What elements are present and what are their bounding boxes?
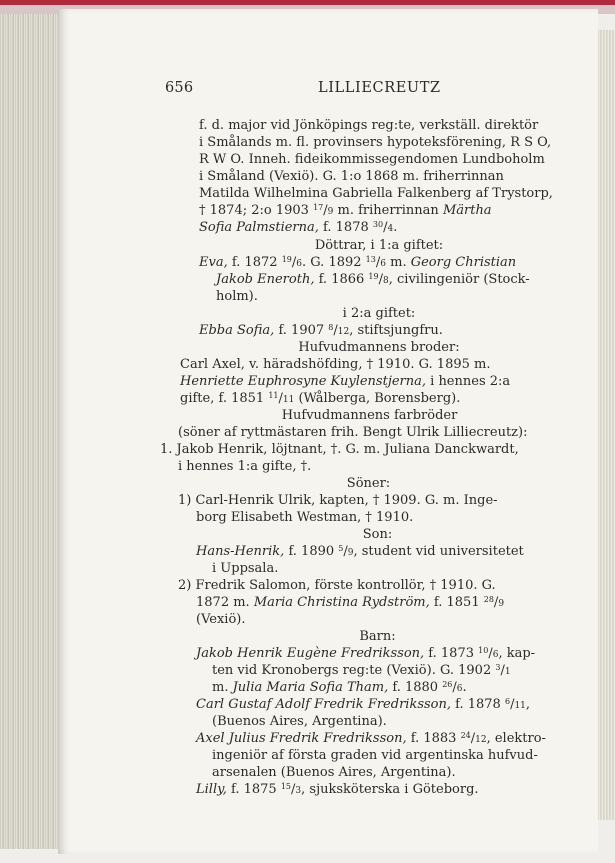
text-run: gifte, f. 1851 [180, 391, 269, 406]
text-run: Ebba Sofia, [199, 323, 275, 338]
text-line [199, 339, 559, 356]
text-run: 9 [327, 207, 334, 217]
text-run: 24 [460, 731, 471, 740]
text-line [178, 492, 559, 509]
text-line [196, 730, 559, 747]
text-run: 9 [347, 548, 354, 558]
text-run: Hans-Henrik, [196, 544, 285, 559]
text-run: f. 1883 [406, 731, 461, 746]
text-line [199, 254, 559, 271]
text-run: i 2:a giftet: [342, 306, 416, 321]
page-number: 656 [165, 80, 194, 96]
text-run: 1) Carl-Henrik Ulrik, kapten, † 1909. G. m. Inge- [178, 493, 498, 508]
text-line [212, 679, 559, 696]
text-run: 11 [268, 391, 279, 400]
text-run: , sjuksköterska i Göteborg. [301, 782, 479, 797]
text-run: 11 [282, 395, 295, 405]
text-line [180, 356, 559, 373]
text-run: (Wålberga, Borensberg). [294, 391, 461, 406]
text-run: † 1874; 2:o 1903 [199, 203, 314, 218]
text-run: 10 [478, 646, 489, 655]
text-line [212, 713, 559, 730]
text-run: 8 [383, 276, 389, 286]
text-run: f. 1878 [318, 220, 373, 235]
text-run: 6 [296, 259, 302, 269]
text-line [196, 594, 559, 611]
text-run: Henriette Euphrosyne Kuylenstjerna, [180, 374, 427, 389]
text-run: 30 [372, 220, 384, 229]
text-run: / [291, 782, 296, 797]
text-run: / [470, 731, 476, 746]
text-run: / [500, 663, 505, 678]
text-run: / [493, 595, 499, 610]
text-run: f. 1880 [388, 680, 443, 695]
text-run: i Småland (Vexiö). G. 1:o 1868 m. friherrinnan [199, 169, 504, 184]
text-run: 12 [475, 735, 487, 745]
text-run: / [510, 697, 515, 712]
text-run: Söner: [346, 476, 391, 491]
text-line [199, 168, 559, 185]
text-run: f. d. major vid Jönköpings reg:te, verkställ. direktör [199, 118, 539, 133]
text-run: (söner af ryttmästaren frih. Bengt Ulrik Lilliecreutz): [178, 425, 528, 440]
text-line [212, 764, 559, 781]
page-stack-right [595, 30, 615, 820]
text-run: f. 1873 [424, 646, 479, 661]
text-run: m. [385, 255, 411, 270]
text-run: , [525, 697, 531, 712]
text-run: Julia Maria Sofia Tham, [232, 680, 389, 695]
text-run: 6 [380, 259, 386, 269]
text-run: Sofia Palmstierna, [199, 220, 319, 235]
text-run: Matilda Wilhelmina Gabriella Falkenberg af Trystorp, [199, 186, 553, 201]
text-run: Barn: [359, 629, 396, 644]
text-line [160, 441, 559, 458]
text-line [199, 185, 559, 202]
text-run: m. [212, 680, 233, 695]
text-run: Hufvudmannens farbröder [281, 408, 458, 423]
text-line [216, 288, 559, 305]
text-line [178, 577, 559, 594]
text-run: / [323, 203, 328, 218]
text-run: borg Elisabeth Westman, † 1910. [196, 510, 414, 525]
text-run: 1. Jakob Henrik, löjtnant, †. G. m. Juliana Danckwardt, [160, 442, 519, 457]
text-line [178, 475, 559, 492]
text-run: i Uppsala. [212, 561, 279, 576]
text-run: 15 [280, 782, 292, 791]
text-run: f. 1851 [429, 595, 484, 610]
text-run: f. 1875 [226, 782, 281, 797]
text-line [199, 134, 559, 151]
text-run: / [333, 323, 338, 338]
text-line [212, 747, 559, 764]
text-run: 6 [492, 650, 499, 660]
text-run: Son: [362, 527, 393, 542]
text-run: i hennes 1:a gifte, †. [178, 459, 312, 474]
text-run: . G. 1892 [302, 255, 366, 270]
text-line [216, 271, 559, 288]
text-run: arsenalen (Buenos Aires, Argentina). [212, 765, 456, 780]
text-line [199, 237, 559, 254]
text-run: 3 [495, 663, 501, 672]
text-run: , elektro- [486, 731, 546, 746]
text-run: 2) Fredrik Salomon, förste kontrollör, † 1910. G. [178, 578, 496, 593]
text-line [212, 662, 559, 679]
text-line [199, 117, 559, 134]
text-run: . [393, 220, 398, 235]
text-run: , student vid universitetet [353, 544, 524, 559]
text-line [196, 611, 559, 628]
text-run: ingeniör af första graden vid argentinska hufvud- [212, 748, 538, 763]
text-run: Georg Christian [410, 255, 517, 270]
text-run: , civilingeniör (Stock- [388, 272, 530, 287]
page-stack-left [0, 14, 62, 849]
text-run: i hennes 2:a [426, 374, 511, 389]
text-run: 4 [387, 224, 394, 234]
text-run: 9 [498, 599, 505, 609]
text-run: 13 [365, 255, 376, 264]
text-line [199, 151, 559, 168]
text-line [196, 526, 559, 543]
running-head: LILLIECREUTZ [318, 80, 441, 96]
text-run: Carl Gustaf Adolf Fredrik Fredriksson, [196, 697, 451, 712]
text-run: 19 [368, 272, 379, 281]
text-line [180, 407, 559, 424]
text-run: f. 1890 [284, 544, 339, 559]
text-run: / [375, 255, 381, 270]
text-run: 19 [281, 255, 292, 264]
text-run: 11 [514, 701, 526, 711]
text-run: 6 [504, 697, 511, 706]
text-run: R W O. Inneh. fideikommissegendomen Lundboholm [199, 152, 545, 167]
text-run: , kap- [498, 646, 536, 661]
text-run: f. 1907 [274, 323, 329, 338]
text-run: / [278, 391, 283, 406]
text-line [196, 509, 559, 526]
text-run: (Buenos Aires, Argentina). [212, 714, 387, 729]
text-line [180, 373, 559, 390]
text-run: Eva, [199, 255, 228, 270]
text-run: f. 1878 [451, 697, 505, 712]
text-line [199, 322, 559, 339]
text-run: Maria Christina Rydström, [253, 595, 430, 610]
text-run: holm). [216, 289, 258, 304]
text-run: Lilly, [196, 782, 227, 797]
text-run: 17 [313, 203, 324, 212]
text-line [180, 390, 559, 407]
text-run: / [488, 646, 493, 661]
text-line [196, 781, 559, 798]
text-run: ten vid Kronobergs reg:te (Vexiö). G. 1902 [212, 663, 496, 678]
text-run: 12 [337, 327, 350, 337]
text-run: 1872 m. [196, 595, 254, 610]
text-run: 26 [442, 680, 453, 689]
text-run: Hufvudmannens broder: [298, 340, 460, 355]
text-line [199, 305, 559, 322]
text-run: Carl Axel, v. häradshöfding, † 1910. G. 1895 m. [180, 357, 491, 372]
text-run: 1 [504, 667, 511, 677]
text-run: / [452, 680, 457, 695]
text-line [199, 202, 559, 219]
text-run: / [378, 272, 383, 287]
text-run: 28 [483, 595, 494, 604]
text-run: f. 1872 [227, 255, 282, 270]
text-line [212, 560, 559, 577]
text-line [196, 696, 559, 713]
text-run: f. 1866 [314, 272, 369, 287]
text-run: / [343, 544, 348, 559]
text-run: 8 [328, 323, 334, 332]
text-line [196, 543, 559, 560]
text-line [196, 628, 559, 645]
text-run: / [291, 255, 297, 270]
text-run: 3 [295, 786, 302, 796]
text-line [178, 458, 559, 475]
text-run: Märtha [442, 203, 492, 218]
text-run: / [383, 220, 388, 235]
text-run: Jakob Eneroth, [216, 272, 315, 287]
text-run: . [462, 680, 467, 695]
text-run: (Vexiö). [196, 612, 246, 627]
text-run: 5 [338, 544, 344, 553]
text-line [199, 219, 559, 236]
text-run: 6 [456, 684, 463, 694]
text-run: m. friherrinnan [333, 203, 443, 218]
text-run: Döttrar, i 1:a giftet: [314, 238, 444, 253]
text-run: , stiftsjungfru. [349, 323, 443, 338]
text-line [196, 645, 559, 662]
text-run: Jakob Henrik Eugène Fredriksson, [196, 646, 425, 661]
text-run: Axel Julius Fredrik Fredriksson, [196, 731, 407, 746]
text-line [178, 424, 559, 441]
text-run: i Smålands m. fl. provinsers hypoteksförening, R S O, [199, 135, 552, 150]
